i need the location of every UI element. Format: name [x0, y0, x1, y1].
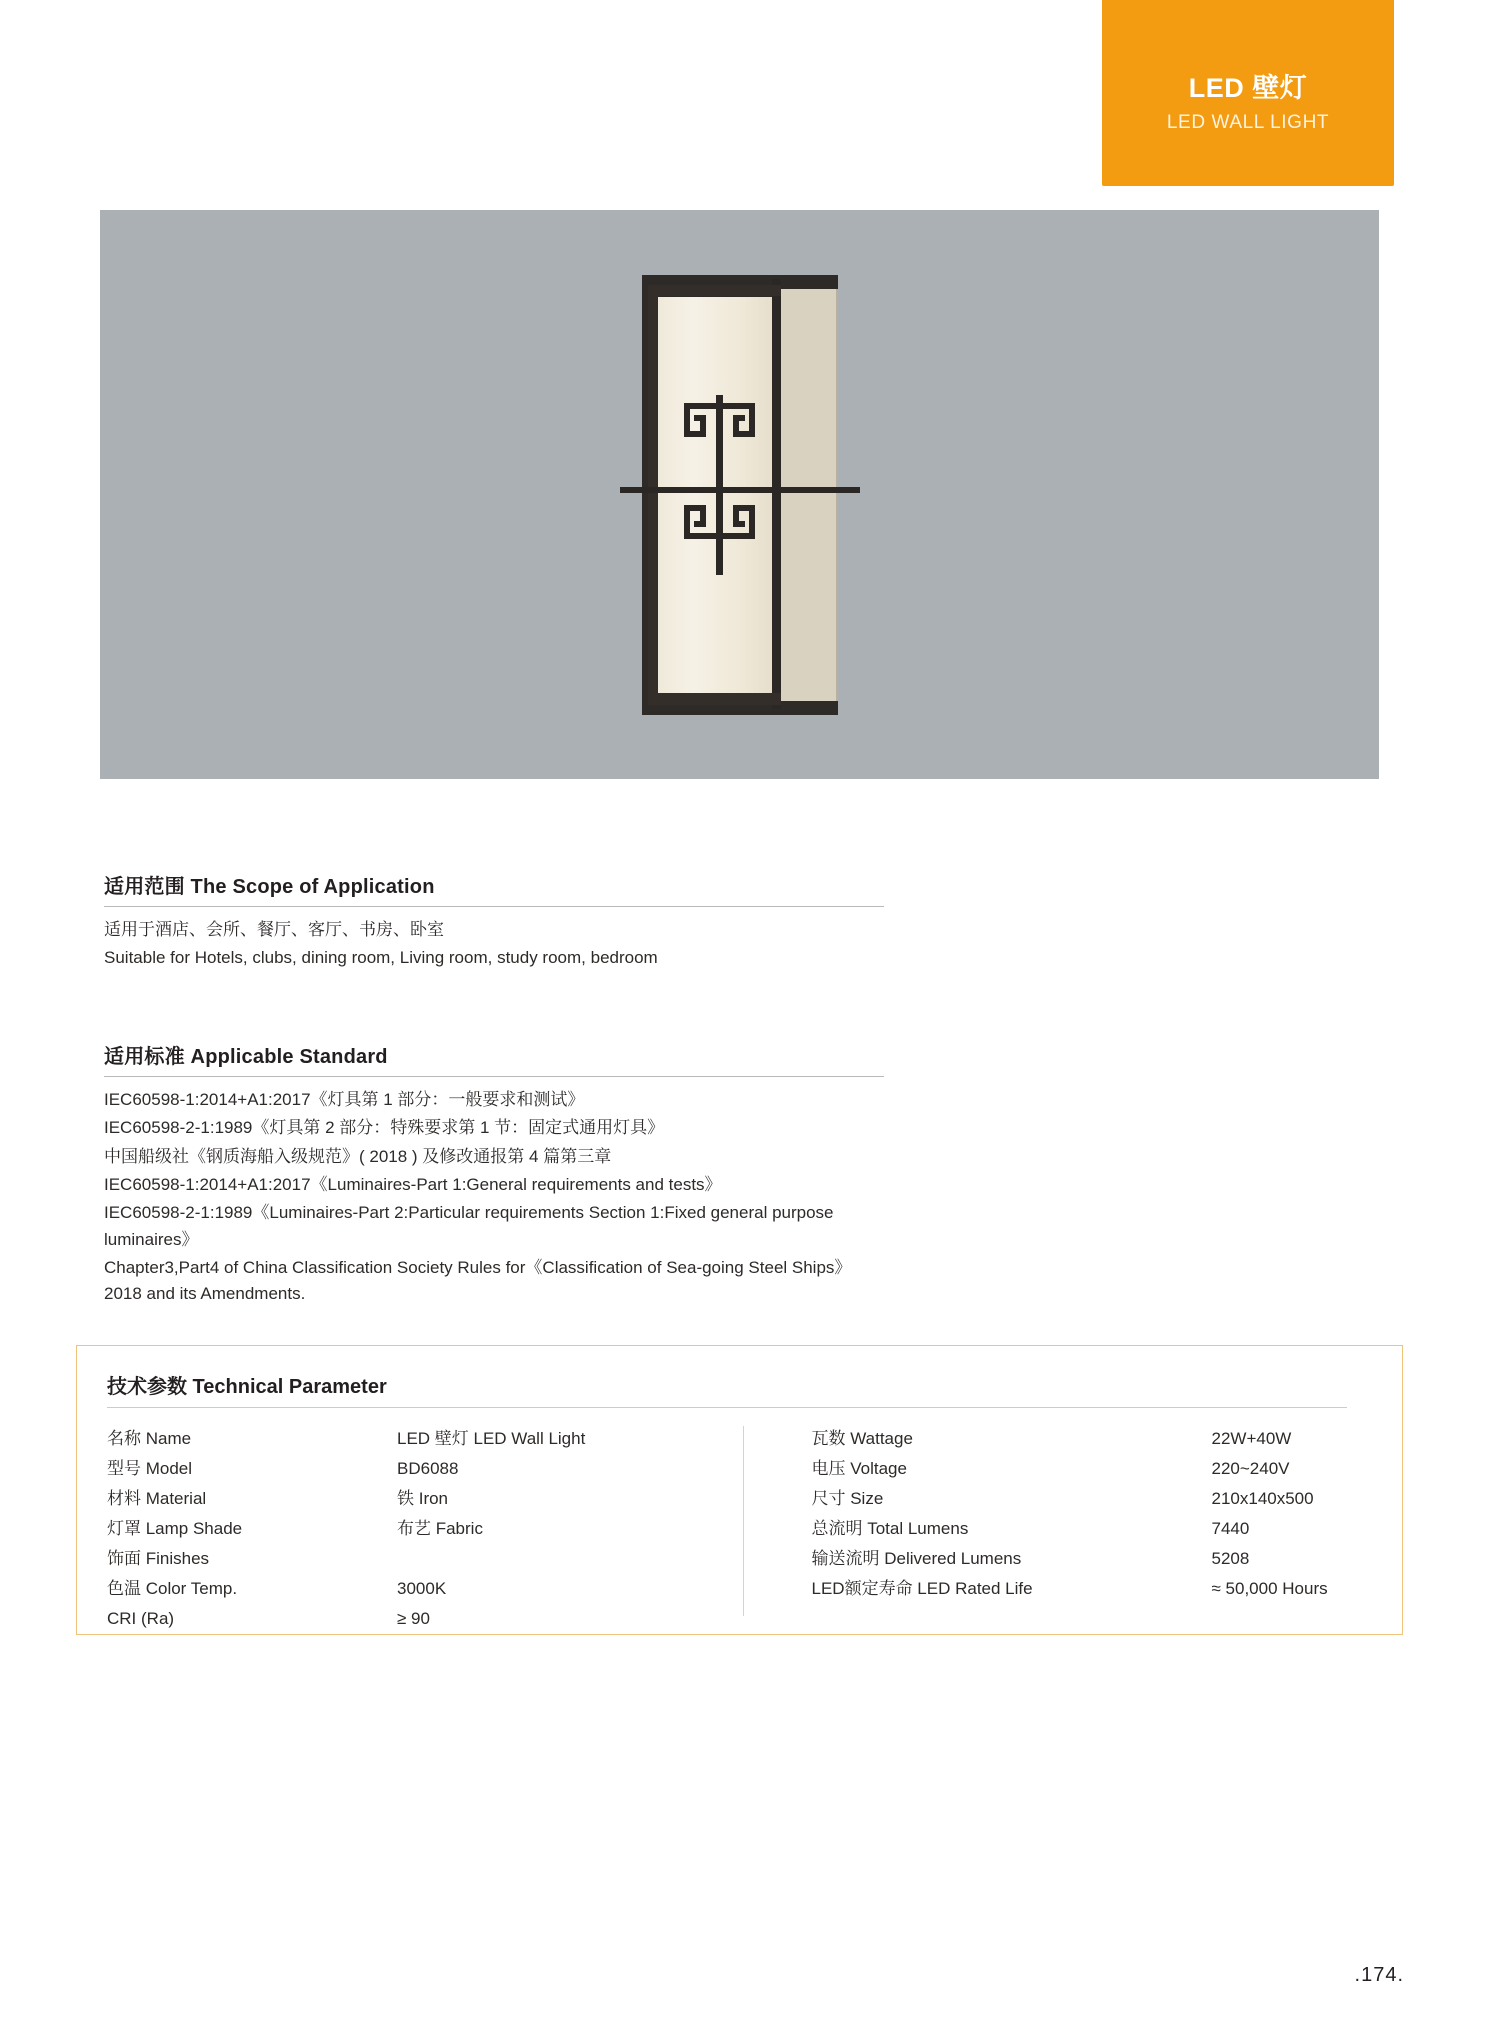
scope-body: [104, 907, 884, 972]
technical-title: 技术参数 Technical Parameter: [107, 1370, 1347, 1408]
technical-column-right: [740, 1424, 1373, 1634]
param-value: LED 壁灯 LED Wall Light: [397, 1429, 586, 1448]
table-row: [107, 1544, 710, 1574]
param-value: 210x140x500: [1211, 1489, 1314, 1508]
greek-key-ornament: [680, 395, 758, 575]
technical-column-left: [107, 1424, 740, 1634]
table-row: [812, 1454, 1373, 1484]
param-value: 3000K: [397, 1579, 447, 1598]
param-label: 型号 Model: [107, 1459, 193, 1478]
scope-section: [104, 870, 884, 974]
header-title-en: LED WALL LIGHT: [1166, 112, 1330, 134]
wall-lamp-illustration: [620, 275, 860, 715]
lamp-frame-left: [648, 285, 658, 705]
table-row: [107, 1514, 710, 1544]
technical-columns: [107, 1424, 1372, 1634]
standard-line: IEC60598-1:2014+A1:2017《灯具第 1 部分：一般要求和测试》: [104, 1090, 585, 1109]
standard-line: IEC60598-1:2014+A1:2017《Luminaires-Part 1:General requirements and tests》: [104, 1175, 722, 1195]
param-value: ≈ 50,000 Hours: [1211, 1579, 1328, 1598]
table-row: [812, 1424, 1373, 1454]
standard-body: [104, 1077, 884, 1308]
table-row: [812, 1514, 1373, 1544]
param-label: 材料 Material: [107, 1489, 207, 1508]
table-row: [812, 1544, 1373, 1574]
table-row: [107, 1454, 710, 1484]
table-row: [107, 1484, 710, 1514]
table-row: [107, 1574, 710, 1604]
product-image: [100, 210, 1379, 779]
lamp-side-panel: [772, 289, 838, 701]
table-row: [812, 1574, 1373, 1604]
param-label: LED额定寿命 LED Rated Life: [811, 1579, 1033, 1598]
header-banner: [1102, 0, 1394, 186]
param-value: 5208: [1211, 1549, 1250, 1568]
lamp-frame-bottom: [648, 693, 781, 705]
param-value: 22W+40W: [1211, 1429, 1292, 1448]
lamp-frame-middle: [772, 279, 781, 709]
param-value: ≥ 90: [397, 1609, 430, 1628]
standard-line: 中国船级社《钢质海船入级规范》( 2018 ) 及修改通报第 4 篇第三章: [104, 1146, 612, 1166]
standard-line: IEC60598-2-1:1989《灯具第 2 部分：特殊要求第 1 节：固定式通用灯具》: [104, 1118, 665, 1138]
param-value: 布艺 Fabric: [397, 1519, 483, 1538]
scope-title: 适用范围 The Scope of Application: [104, 870, 884, 907]
column-divider: [743, 1426, 744, 1616]
param-label: 灯罩 Lamp Shade: [107, 1519, 243, 1538]
param-label: 色温 Color Temp.: [107, 1579, 238, 1598]
table-row: [107, 1604, 710, 1634]
param-value: 220~240V: [1211, 1459, 1290, 1478]
param-value: 7440: [1211, 1519, 1250, 1538]
scope-line-en: Suitable for Hotels, clubs, dining room, Living room, study room, bedroom: [104, 948, 658, 968]
standard-section: [104, 1040, 884, 1310]
scope-line-cn: 适用于酒店、会所、餐厅、客厅、书房、卧室: [104, 920, 444, 939]
table-row: [812, 1484, 1373, 1514]
param-label: 总流明 Total Lumens: [811, 1519, 969, 1538]
param-label: 名称 Name: [107, 1429, 192, 1448]
table-row: [107, 1424, 710, 1454]
param-value: 铁 Iron: [397, 1489, 449, 1508]
param-label: 输送流明 Delivered Lumens: [811, 1549, 1022, 1568]
technical-parameter-box: [76, 1345, 1403, 1635]
page-number: .174.: [1354, 1964, 1404, 1986]
standard-line: Chapter3,Part4 of China Classification Society Rules for《Classification of Sea-going Steel Ships》2018 and its Amendments.: [104, 1258, 852, 1304]
param-label: 电压 Voltage: [811, 1459, 907, 1478]
param-value: BD6088: [397, 1459, 459, 1478]
param-label: 瓦数 Wattage: [811, 1429, 913, 1448]
param-value: [397, 1544, 710, 1574]
param-label: CRI (Ra): [107, 1609, 175, 1628]
standard-line: IEC60598-2-1:1989《Luminaires-Part 2:Particular requirements Section 1:Fixed general purpose luminaires》: [104, 1203, 834, 1249]
header-title-cn: LED 壁灯: [1188, 73, 1308, 103]
standard-title: 适用标准 Applicable Standard: [104, 1040, 884, 1077]
lamp-frame-top: [648, 285, 781, 296]
param-label: 饰面 Finishes: [107, 1549, 210, 1568]
param-label: 尺寸 Size: [811, 1489, 884, 1508]
